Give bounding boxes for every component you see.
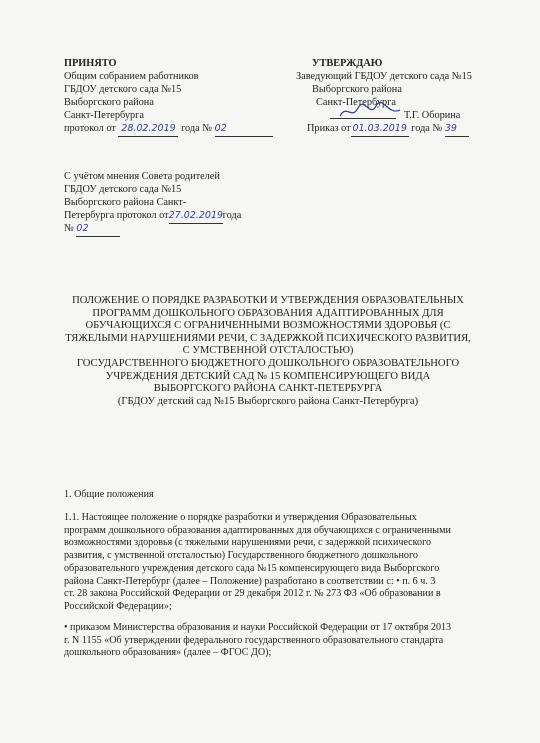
order-date-handwritten: 01.03.2019 [352, 123, 407, 134]
title-line-2: ПРОГРАММ ДОШКОЛЬНОГО ОБРАЗОВАНИЯ АДАПТИРОВАННЫХ ДЛЯ [92, 307, 444, 319]
p2-line: дошкольного образования» (далее – ФГОС ДО); [64, 647, 272, 659]
title-line-5: С УМСТВЕННОЙ ОТСТАЛОСТЬЮ) [182, 345, 354, 357]
parents-line-1: С учётом мнения Совета родителей [64, 171, 220, 182]
protocol-date-handwritten: 28.02.2019 [121, 123, 176, 134]
order-line [307, 123, 469, 137]
p1-line: ст. 28 закона Российской Федерации от 29 декабря 2012 г. № 273 ФЗ «Об образовании в [64, 588, 441, 600]
paragraph-bullet-1 [64, 622, 484, 660]
order-prefix: Приказ от [307, 123, 351, 134]
accepted-line-2: ГБДОУ детского сада №15 [64, 84, 182, 95]
p2-line: г. N 1155 «Об утверждении федерального государственного образовательного стандарта [64, 634, 444, 646]
accepted-protocol-line [64, 123, 273, 137]
protocol-prefix: протокол от [64, 123, 116, 134]
p1-line: программ дошкольного образования адаптированных для обучающихся с ограниченными [64, 524, 451, 536]
parents-year-suffix: года [222, 210, 242, 221]
protocol-number-field [215, 123, 273, 137]
order-date-field [351, 123, 409, 137]
protocol-mid: года № [181, 123, 213, 134]
parents-number-prefix: № [64, 223, 74, 234]
p1-line: 1.1. Настоящее положение о порядке разработки и утверждения Образовательных [64, 512, 417, 523]
parents-line-5 [64, 223, 120, 237]
title-line-6: ГОСУДАРСТВЕННОГО БЮДЖЕТНОГО ДОШКОЛЬНОГО ОБРАЗОВАТЕЛЬНОГО [76, 357, 460, 369]
accepted-line-1: Общим собранием работников [64, 71, 199, 82]
accepted-line-4: Санкт-Петербурга [64, 110, 144, 121]
title-line-9: (ГБДОУ детский сад №15 Выборгского района Санкт-Петербурга) [117, 395, 419, 407]
title-line-1: ПОЛОЖЕНИЕ О ПОРЯДКЕ РАЗРАБОТКИ И УТВЕРЖДЕНИЯ ОБРАЗОВАТЕЛЬНЫХ [72, 295, 464, 306]
p1-line: образовательного учреждения детского сада №15 компенсирующего вида Выборгского [64, 562, 440, 574]
document-title [58, 295, 478, 408]
title-line-4: ТЯЖЕЛЫМИ НАРУШЕНИЯМИ РЕЧИ, С ЗАДЕРЖКОЙ ПСИХИЧЕСКОГО РАЗВИТИЯ, [65, 332, 471, 344]
parents-date-handwritten: 27.02.2019 [168, 210, 224, 221]
accepted-heading: ПРИНЯТО [64, 58, 117, 69]
order-mid: года № [411, 123, 443, 134]
paragraph-1-1 [64, 512, 484, 614]
parents-line-2: ГБДОУ детского сада №15 [64, 184, 182, 195]
title-line-3: ОБУЧАЮЩИХСЯ С ОГРАНИЧЕННЫМИ ВОЗМОЖНОСТЯМИ ЗДОРОВЬЯ (С [85, 320, 451, 332]
title-line-7: УЧРЕЖДЕНИЯ ДЕТСКИЙ САД № 15 КОМПЕНСИРУЮЩЕГО ВИДА [105, 370, 431, 382]
approved-heading: УТВЕРЖДАЮ [312, 58, 383, 69]
protocol-number-handwritten: 02 [214, 123, 227, 134]
parents-number-handwritten: 02 [76, 223, 89, 234]
p1-line: района Санкт-Петербург (далее – Положение) разработано в соответствии с: • п. 6 ч. 3 [64, 575, 436, 587]
order-number-field [445, 123, 469, 137]
p1-line: Российской Федерации»; [64, 600, 172, 612]
signature-scribble [336, 100, 406, 122]
parents-date-field [169, 210, 223, 224]
p1-line: развития, с умственной отсталостью) Государственного бюджетного дошкольного [64, 550, 418, 562]
protocol-date-field [118, 123, 178, 137]
approved-line-3: Санкт-Петербурга [316, 97, 396, 108]
approved-line-1: Заведующий ГБДОУ детского сада №15 [296, 71, 472, 82]
section-heading: 1. Общие положения [64, 489, 154, 500]
parents-line-4 [64, 210, 241, 224]
p2-line: • приказом Министерства образования и науки Российской Федерации от 17 октября 2013 [64, 622, 452, 633]
parents-number-field [76, 223, 120, 237]
parents-line-3: Выборгского района Санкт- [64, 197, 187, 208]
order-number-handwritten: 39 [444, 123, 457, 134]
accepted-line-3: Выборгского района [64, 97, 154, 108]
title-line-8: ВЫБОРГСКОГО РАЙОНА САНКТ-ПЕТЕРБУРГА [153, 383, 383, 395]
p1-line: возможностями здоровья (с тяжелыми нарушениями речи, с задержкой психического [64, 537, 432, 549]
director-name: Т.Г. Оборина [404, 110, 461, 121]
approved-line-2: Выборгского района [312, 84, 402, 95]
parents-protocol-prefix: Петербурга протокол от [64, 210, 169, 221]
